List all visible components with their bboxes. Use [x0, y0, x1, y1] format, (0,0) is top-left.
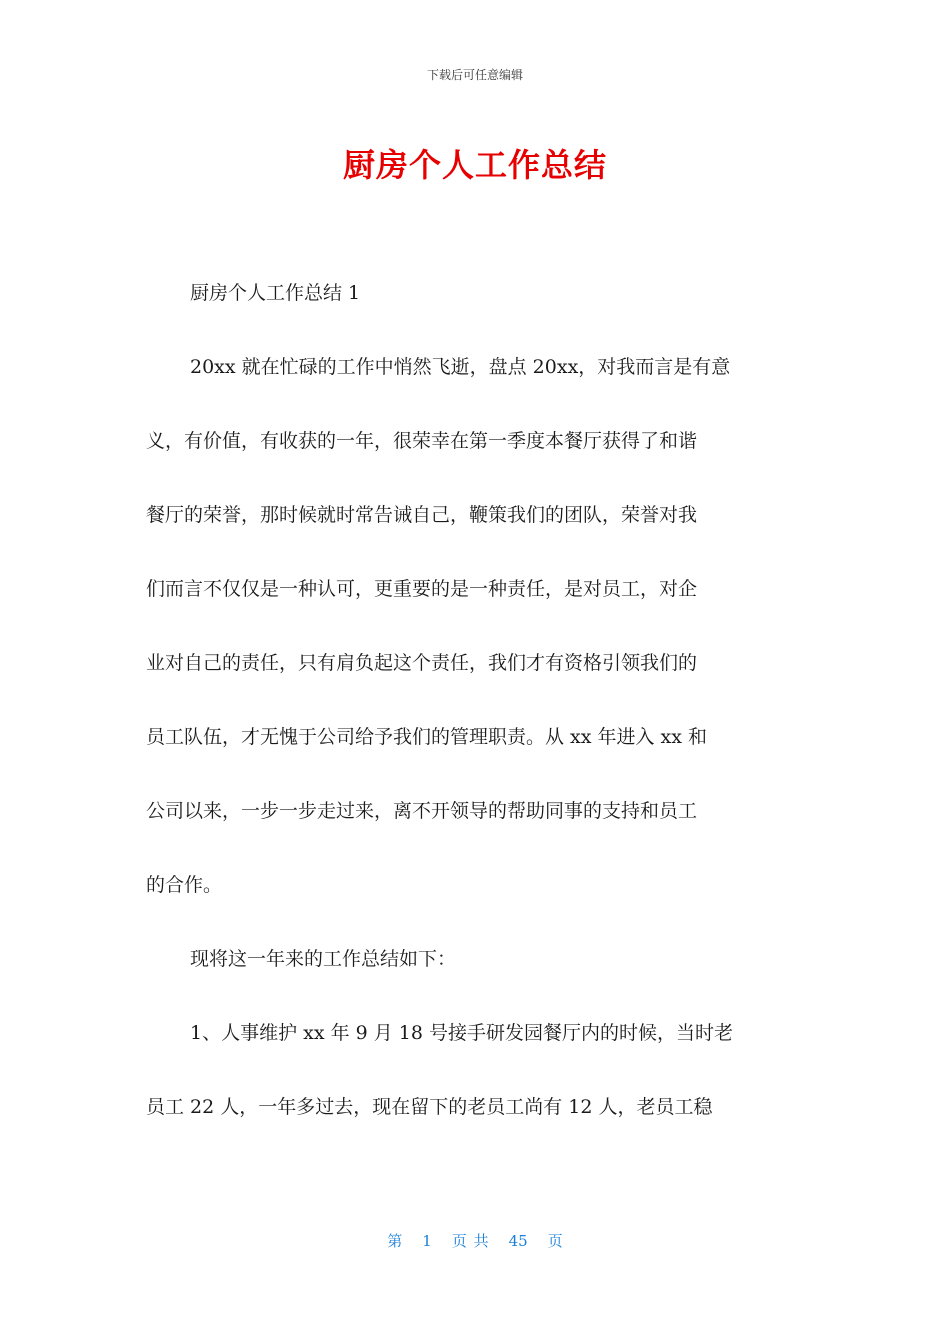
paragraph-line: 现将这一年来的工作总结如下： [190, 948, 457, 970]
paragraph-line: 20xx 就在忙碌的工作中悄然飞逝，盘点 20xx，对我而言是有意 [190, 356, 731, 378]
paragraph-line: 们而言不仅仅是一种认可，更重要的是一种责任，是对员工，对企 [146, 578, 698, 600]
paragraph-line: 员工队伍，才无愧于公司给予我们的管理职责。从 xx 年进入 xx 和 [146, 726, 708, 748]
paragraph-line: 义，有价值，有收获的一年，很荣幸在第一季度本餐厅获得了和谐 [146, 430, 698, 452]
footer-middle: 页 共 [451, 1232, 489, 1250]
footer-page-number: 1 [422, 1232, 432, 1250]
paragraph-line: 业对自己的责任，只有肩负起这个责任，我们才有资格引领我们的 [146, 652, 698, 674]
footer-total-pages: 45 [508, 1232, 528, 1250]
paragraph-line: 的合作。 [146, 874, 223, 896]
paragraph-intro [146, 330, 810, 922]
footer-suffix: 页 [547, 1232, 563, 1250]
document-body [146, 256, 810, 1144]
paragraph-line: 员工 22 人，一年多过去，现在留下的老员工尚有 12 人，老员工稳 [146, 1096, 713, 1118]
document-title: 厨房个人工作总结 [342, 146, 607, 184]
paragraph-line: 餐厅的荣誉，那时候就时常告诫自己，鞭策我们的团队，荣誉对我 [146, 504, 698, 526]
paragraph-summary-lead [146, 922, 810, 996]
page-footer [0, 1230, 950, 1251]
header-note: 下载后可任意编辑 [426, 68, 523, 82]
paragraph-personnel [146, 996, 810, 1144]
paragraph-line: 1、人事维护 xx 年 9 月 18 号接手研发园餐厅内的时候，当时老 [190, 1022, 734, 1044]
footer-prefix: 第 [387, 1232, 403, 1250]
section-heading [146, 256, 810, 330]
paragraph-line: 公司以来，一步一步走过来，离不开领导的帮助同事的支持和员工 [146, 800, 698, 822]
section-heading-text: 厨房个人工作总结 1 [190, 282, 361, 304]
